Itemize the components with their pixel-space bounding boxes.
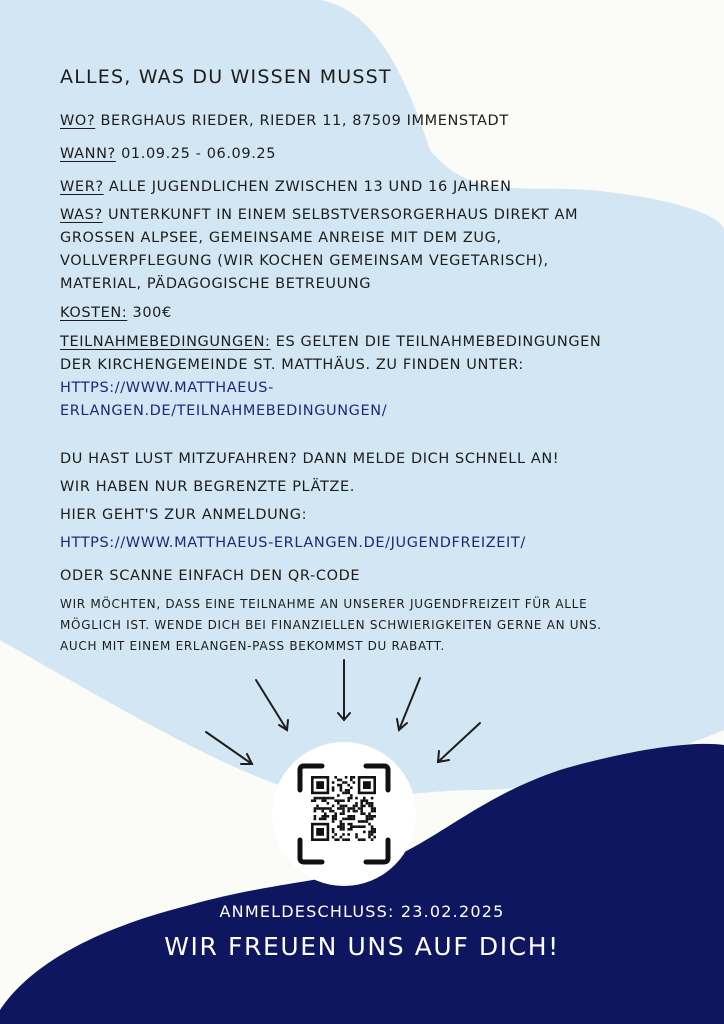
row-wann <box>60 146 276 162</box>
teilnahme-link-line1[interactable]: HTTPS://WWW.MATTHAEUS- <box>60 380 274 396</box>
wann-value: 01.09.25 - 06.09.25 <box>121 146 277 162</box>
teilnahme-line1: ES GELTEN DIE TEILNAHMEBEDINGUNGEN <box>275 334 602 350</box>
wo-label: WO? <box>60 113 96 129</box>
note-line2: MÖGLICH IST. WENDE DICH BEI FINANZIELLEN SCHWIERIGKEITEN GERNE AN UNS. <box>60 618 602 632</box>
wann-label: WANN? <box>60 146 116 162</box>
row-kosten <box>60 305 172 321</box>
deadline: ANMELDESCHLUSS: 23.02.2025 <box>219 902 505 921</box>
row-teilnahme <box>60 334 601 350</box>
wo-value: BERGHAUS RIEDER, RIEDER 11, 87509 IMMENSTADT <box>100 113 509 129</box>
kosten-label: KOSTEN: <box>60 305 128 321</box>
was-line4: MATERIAL, PÄDAGOGISCHE BETREUUNG <box>60 276 372 292</box>
teilnahme-label: TEILNAHMEBEDINGUNGEN: <box>60 334 271 350</box>
note-line3: AUCH MIT EINEM ERLANGEN-PASS BEKOMMST DU RABATT. <box>60 639 445 653</box>
was-label: WAS? <box>60 207 103 223</box>
wer-label: WER? <box>60 179 104 195</box>
cta-line1: DU HAST LUST MITZUFAHREN? DANN MELDE DICH SCHNELL AN! <box>60 451 560 467</box>
wer-value: ALLE JUGENDLICHEN ZWISCHEN 13 UND 16 JAHREN <box>108 179 512 195</box>
was-line2: GROSSEN ALPSEE, GEMEINSAME ANREISE MIT DEM ZUG, <box>60 230 502 246</box>
row-was <box>60 207 578 223</box>
note-line1: WIR MÖCHTEN, DASS EINE TEILNAHME AN UNSERER JUGENDFREIZEIT FÜR ALLE <box>60 597 588 611</box>
was-line1: UNTERKUNFT IN EINEM SELBSTVERSORGERHAUS DIREKT AM <box>107 207 579 223</box>
row-wer <box>60 179 512 195</box>
cta-line4: ODER SCANNE EINFACH DEN QR-CODE <box>60 568 361 584</box>
kosten-value: 300€ <box>132 305 172 321</box>
page-title: ALLES, WAS DU WISSEN MUSST <box>60 66 392 88</box>
teilnahme-link-line2[interactable]: ERLANGEN.DE/TEILNAHMEBEDINGUNGEN/ <box>60 403 388 419</box>
cta-line2: WIR HABEN NUR BEGRENZTE PLÄTZE. <box>60 479 355 495</box>
cta-line3: HIER GEHT'S ZUR ANMELDUNG: <box>60 507 308 523</box>
registration-link[interactable]: HTTPS://WWW.MATTHAEUS-ERLANGEN.DE/JUGENDFREIZEIT/ <box>60 535 526 551</box>
row-wo <box>60 113 509 129</box>
was-line3: VOLLVERPFLEGUNG (WIR KOCHEN GEMEINSAM VEGETARISCH), <box>60 253 549 269</box>
teilnahme-line2: DER KIRCHENGEMEINDE ST. MATTHÄUS. ZU FINDEN UNTER: <box>60 357 524 373</box>
closing: WIR FREUEN UNS AUF DICH! <box>164 932 560 961</box>
